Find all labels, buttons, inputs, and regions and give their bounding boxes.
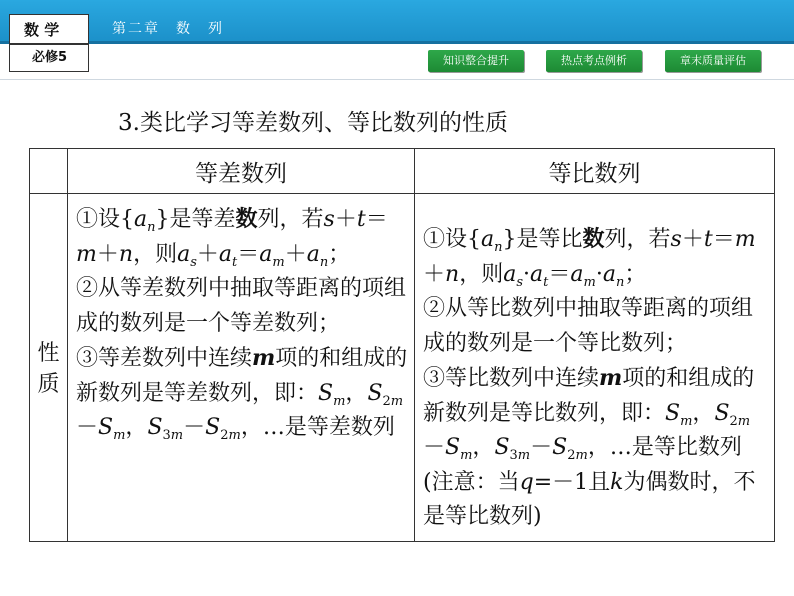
col-header-arith: 等差数列: [68, 149, 415, 194]
subject-badge: 数 学: [9, 14, 89, 44]
geo-prop-1: ①设$\{a_n\}$是等比数列，若s＋t＝m＋n，则$a_s\cdot a_t=a_m\cdot a_n$；: [423, 226, 756, 290]
row-label: 性质: [30, 194, 68, 542]
section-title: 3.类比学习等差数列、等比数列的性质: [118, 110, 508, 136]
arith-prop-1: ①设$\{a_n\}$是等差数列，若s＋t＝m＋n，则$a_s+a_t=a_m+a_n$；: [76, 206, 388, 270]
header-stripe: [0, 41, 794, 44]
table-row: [30, 194, 775, 542]
arith-prop-2: ②从等差数列中抽取等距离的项组成的数列是一个等差数列；: [76, 276, 407, 336]
divider: [0, 79, 794, 80]
col-header-geo: 等比数列: [415, 149, 775, 194]
chapter-title: 第二章 数 列: [112, 21, 224, 37]
arith-prop-3: ③等差数列中连续m项的和组成的新数列是等差数列，即：$S_m$，$S_{2m}-S_m$，$S_{3m}-S_{2m}$，…是等差数列: [76, 345, 408, 443]
nav-hotspot-button[interactable]: 热点考点例析: [546, 50, 642, 72]
geo-prop-2: ②从等比数列中抽取等距离的项组成的数列是一个等比数列；: [423, 296, 754, 356]
arith-cell: [68, 194, 415, 542]
nav-assessment-button[interactable]: 章末质量评估: [665, 50, 761, 72]
geo-cell: [415, 194, 775, 542]
nav-knowledge-button[interactable]: 知识整合提升: [428, 50, 524, 72]
book-badge: 必修5: [9, 44, 89, 72]
corner-cell: [30, 149, 68, 194]
table-header-row: [30, 149, 775, 194]
geo-prop-3: ③等比数列中连续m项的和组成的新数列是等比数列，即：$S_m$，$S_{2m}-S_m$，$S_{3m}-S_{2m}$，…是等比数列(注意：当q=－1且k为偶数时，不是等比数列): [423, 365, 756, 529]
comparison-table: [29, 148, 775, 542]
